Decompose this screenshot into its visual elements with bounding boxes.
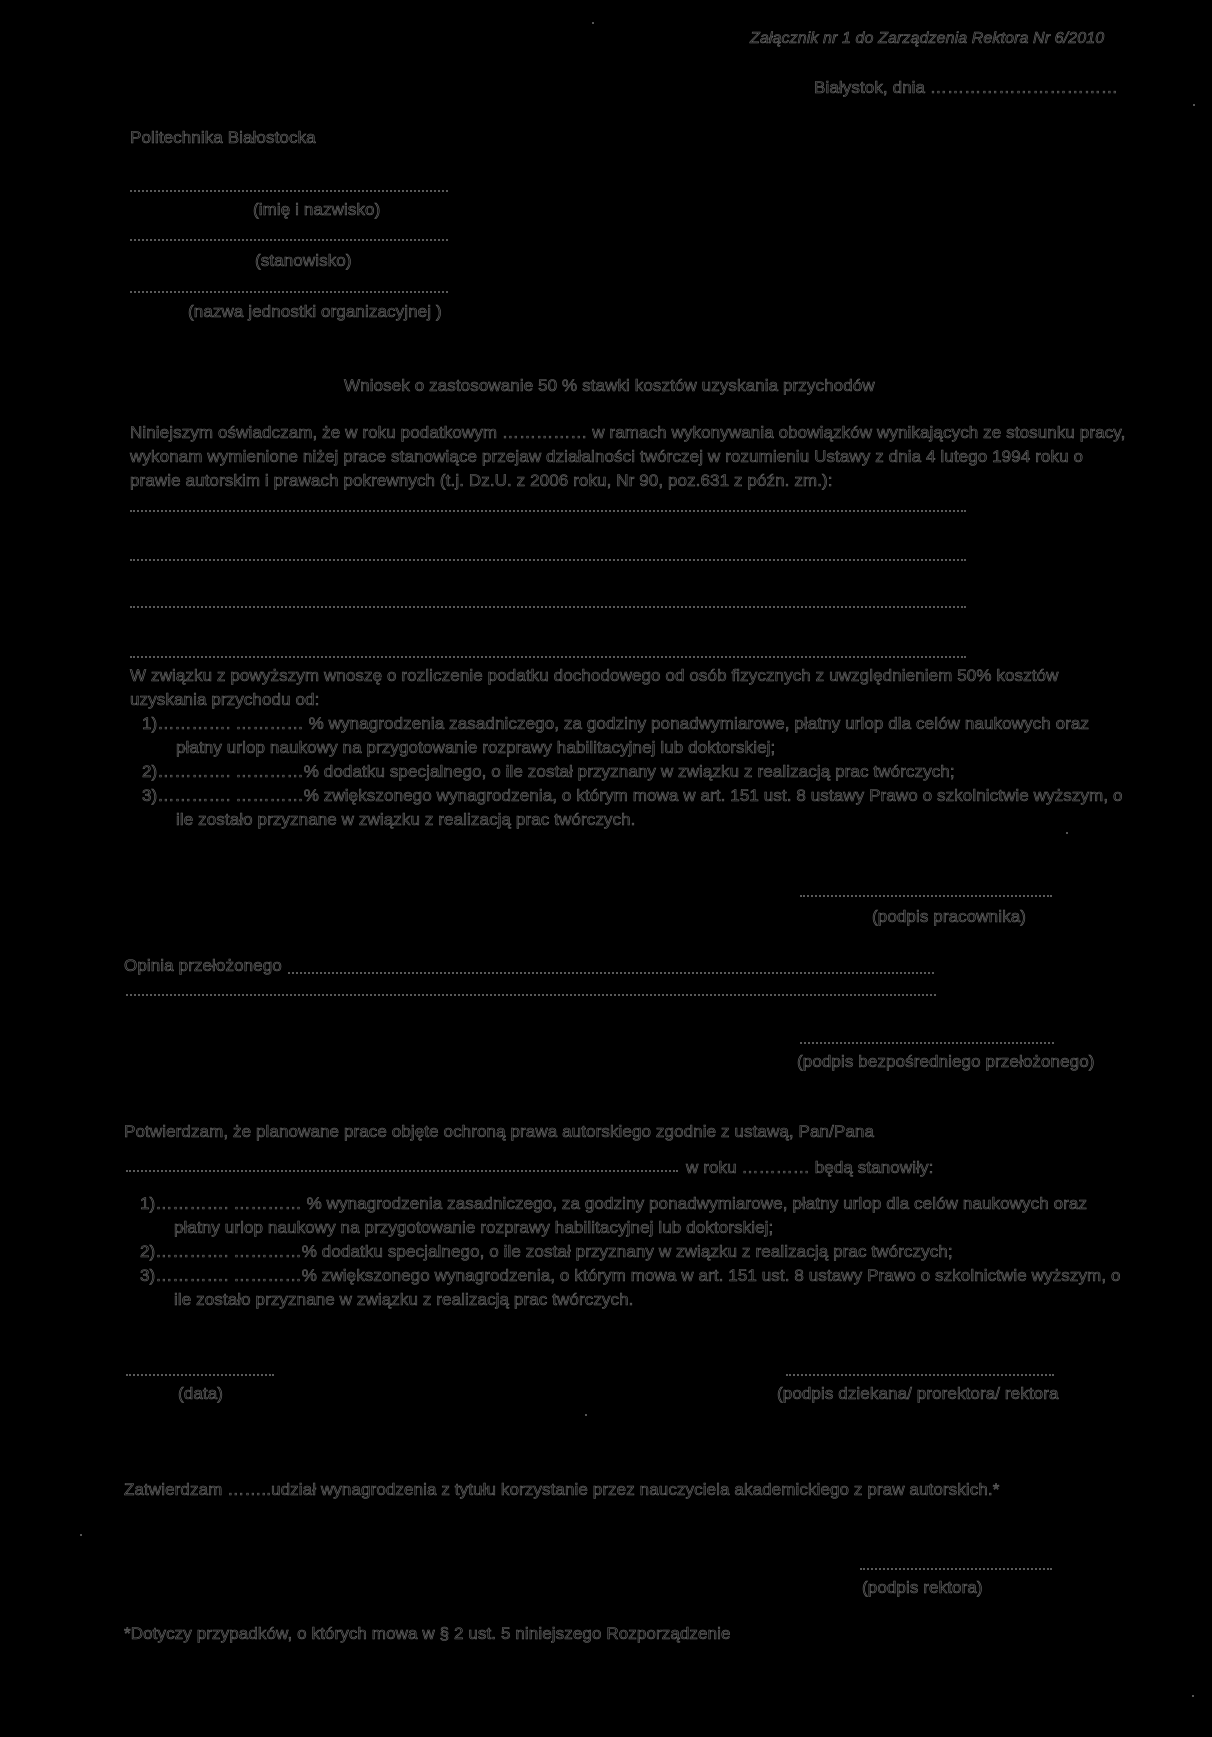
unit-field-label: (nazwa jednostki organizacyjnej ) [188, 302, 442, 321]
rector-signature-line [860, 1566, 1052, 1570]
document-title: Wniosek o zastosowanie 50 % stawki kosztów uzyskania przychodów [344, 376, 875, 395]
declaration-line-1: Niniejszym oświadczam, że w roku podatkowym …………… w ramach wykonywania obowiązków wynikających ze stosunku pracy, [130, 423, 1126, 442]
confirmation-item-3-cont: ile zostało przyznane w związku z realizacją prac twórczych. [174, 1290, 634, 1309]
rector-signature-label: (podpis rektora) [862, 1578, 983, 1597]
confirmation-line-2: w roku ………… będą stanowiły: [686, 1158, 934, 1177]
confirmation-name-line [126, 1168, 678, 1172]
request-line-1: W związku z powyższym wnoszę o rozliczenie podatku dochodowego od osób fizycznych z uwzględnieniem 50% kosztów [130, 666, 1059, 685]
supervisor-opinion-label: Opinia przełożonego [124, 956, 282, 975]
request-item-3: 3)…………. …………% zwiększonego wynagrodzenia, o którym mowa w art. 151 ust. 8 ustawy Prawo o szkolnictwie wyższym, o [142, 786, 1123, 805]
dean-signature-line [786, 1372, 1054, 1376]
supervisor-opinion-line-2 [126, 992, 936, 996]
confirmation-item-1-cont: płatny urlop naukowy na przygotowanie rozprawy habilitacyjnej lub doktorskiej; [174, 1218, 774, 1237]
date-label: (data) [178, 1384, 224, 1403]
employee-signature-label: (podpis pracownika) [872, 907, 1027, 926]
dean-signature-label: (podpis dziekana/ prorektora/ rektora [777, 1384, 1059, 1403]
works-line-2 [130, 557, 966, 561]
date-line [126, 1372, 274, 1376]
position-field-line [130, 237, 448, 241]
scan-speck [585, 1414, 587, 1416]
supervisor-signature-line [800, 1040, 1054, 1044]
employee-signature-line [800, 893, 1052, 897]
works-line-4 [130, 654, 966, 658]
scan-speck [1192, 1695, 1194, 1697]
works-line-3 [130, 604, 966, 608]
footnote: *Dotyczy przypadków, o których mowa w § 2 ust. 5 niniejszego Rozporządzenie [124, 1624, 731, 1643]
request-line-2: uzyskania przychodu od: [130, 690, 320, 709]
place-date: Białystok, dnia …………………………… [814, 78, 1119, 97]
declaration-line-3: prawie autorskim i prawach pokrewnych (t.j. Dz.U. z 2006 roku, Nr 90, poz.631 z późn. zm.): [130, 471, 833, 490]
confirmation-item-2: 2)…………. …………% dodatku specjalnego, o ile został przyznany w związku z realizacją prac twórczych; [140, 1242, 953, 1261]
confirmation-item-1: 1)…………. ………… % wynagrodzenia zasadniczego, za godziny ponadwymiarowe, płatny urlop dla celów naukowych oraz [140, 1194, 1088, 1213]
works-line-1 [130, 508, 966, 512]
name-field-line [130, 188, 448, 192]
position-field-label: (stanowisko) [255, 251, 352, 270]
supervisor-signature-label: (podpis bezpośredniego przełożonego) [797, 1052, 1095, 1071]
request-item-1: 1)…………. ………… % wynagrodzenia zasadniczego, za godziny ponadwymiarowe, płatny urlop dla celów naukowych oraz [142, 714, 1090, 733]
annex-reference: Załącznik nr 1 do Zarządzenia Rektora Nr 6/2010 [750, 30, 1105, 47]
declaration-line-2: wykonam wymienione niżej prace stanowiące przejaw działalności twórczej w rozumieniu Ustawy z dnia 4 lutego 1994 roku o [130, 447, 1084, 466]
scan-speck [1066, 832, 1068, 834]
approval-text: Zatwierdzam ……..udział wynagrodzenia z tytułu korzystanie przez nauczyciela akademickiego z praw autorskich.* [124, 1480, 1000, 1499]
request-item-2: 2)…………. …………% dodatku specjalnego, o ile został przyznany w związku z realizacją prac twórczych; [142, 762, 955, 781]
request-item-1-cont: płatny urlop naukowy na przygotowanie rozprawy habilitacyjnej lub doktorskiej; [176, 738, 776, 757]
scan-speck [1193, 104, 1195, 106]
scan-speck [80, 1534, 82, 1536]
unit-field-line [130, 289, 448, 293]
request-item-3-cont: ile zostało przyznane w związku z realizacją prac twórczych. [176, 810, 636, 829]
employer-name: Politechnika Białostocka [130, 128, 316, 147]
confirmation-item-3: 3)…………. …………% zwiększonego wynagrodzenia, o którym mowa w art. 151 ust. 8 ustawy Prawo o szkolnictwie wyższym, o [140, 1266, 1121, 1285]
scan-speck [592, 22, 594, 24]
name-field-label: (imię i nazwisko) [253, 200, 381, 219]
supervisor-opinion-line-1 [288, 970, 934, 974]
confirmation-line-1: Potwierdzam, że planowane prace objęte ochroną prawa autorskiego zgodnie z ustawą, Pan/Pana [124, 1122, 875, 1141]
